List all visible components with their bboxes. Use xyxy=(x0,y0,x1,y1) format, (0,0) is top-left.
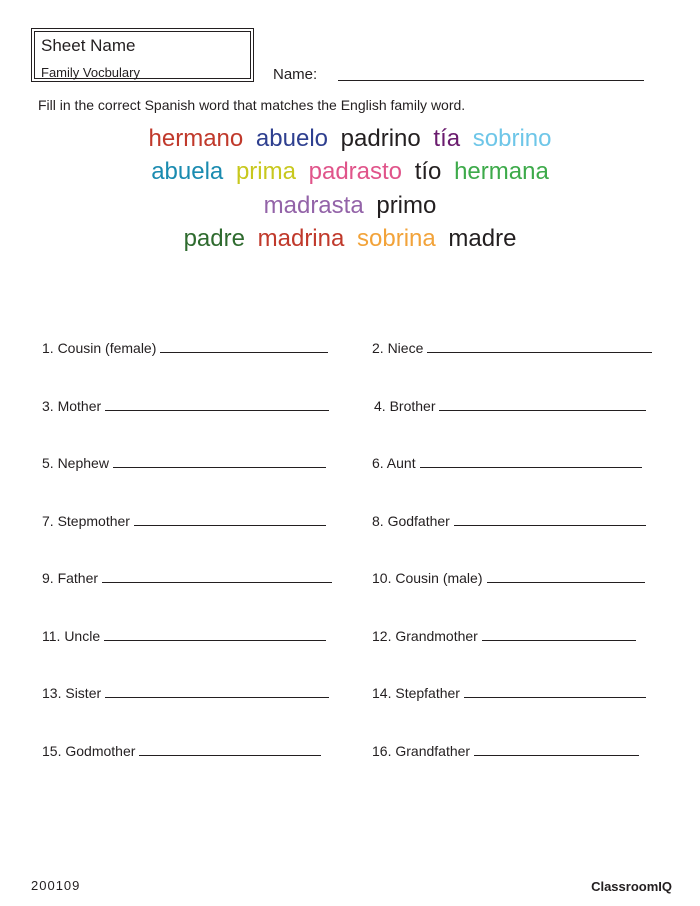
bank-word: sobrina xyxy=(357,225,436,252)
question-item xyxy=(42,455,326,471)
question-label: 6. Aunt xyxy=(372,455,416,471)
bank-word: madre xyxy=(448,225,517,252)
bank-word: primo xyxy=(376,192,437,219)
bank-word: madrasta xyxy=(263,192,364,219)
question-label: 10. Cousin (male) xyxy=(372,570,483,586)
worksheet-code: 200109 xyxy=(31,878,81,893)
question-label: 4. Brother xyxy=(374,398,436,414)
name-label: Name: xyxy=(273,66,318,83)
answer-blank[interactable] xyxy=(134,513,326,526)
answer-blank[interactable] xyxy=(105,685,329,698)
question-item xyxy=(372,513,646,529)
question-item xyxy=(372,570,645,586)
sheet-name-box xyxy=(31,28,254,82)
question-label: 2. Niece xyxy=(372,340,424,356)
bank-word: abuela xyxy=(151,158,224,185)
question-item xyxy=(42,570,332,586)
question-label: 13. Sister xyxy=(42,685,102,701)
bank-word: tía xyxy=(433,125,461,152)
question-label: 16. Grandfather xyxy=(372,743,471,759)
sheet-subtitle: Family Vocbulary xyxy=(41,65,140,80)
bank-word: tío xyxy=(414,158,442,185)
question-item xyxy=(42,743,321,759)
bank-word: madrina xyxy=(257,225,345,252)
question-label: 1. Cousin (female) xyxy=(42,340,157,356)
bank-word: sobrino xyxy=(472,125,552,152)
question-label: 9. Father xyxy=(42,570,99,586)
answer-blank[interactable] xyxy=(482,628,636,641)
answer-blank[interactable] xyxy=(105,398,329,411)
instructions: Fill in the correct Spanish word that matches the English family word. xyxy=(38,97,466,113)
question-label: 3. Mother xyxy=(42,398,102,414)
question-item xyxy=(42,628,326,644)
bank-word: padrasto xyxy=(308,158,403,185)
answer-blank[interactable] xyxy=(474,743,639,756)
word-bank-row-3 xyxy=(0,194,700,218)
answer-blank[interactable] xyxy=(427,340,652,353)
question-item xyxy=(42,340,328,356)
answer-blank[interactable] xyxy=(439,398,646,411)
answer-blank[interactable] xyxy=(454,513,646,526)
answer-blank[interactable] xyxy=(139,743,321,756)
answer-blank[interactable] xyxy=(160,340,328,353)
question-item xyxy=(372,628,636,644)
question-item xyxy=(372,685,646,701)
question-item xyxy=(42,513,326,529)
name-field[interactable] xyxy=(338,80,644,81)
question-label: 7. Stepmother xyxy=(42,513,130,529)
word-bank-row-2 xyxy=(0,160,700,184)
bank-word: padre xyxy=(183,225,245,252)
question-label: 14. Stepfather xyxy=(372,685,460,701)
question-item xyxy=(372,340,652,356)
question-label: 11. Uncle xyxy=(42,628,101,644)
question-item xyxy=(372,455,642,471)
brand-name: ClassroomIQ xyxy=(591,879,672,894)
question-item xyxy=(42,398,329,414)
question-label: 8. Godfather xyxy=(372,513,450,529)
answer-blank[interactable] xyxy=(420,455,642,468)
sheet-title: Sheet Name xyxy=(41,36,136,55)
bank-word: hermana xyxy=(454,158,549,185)
bank-word: prima xyxy=(235,158,296,185)
question-label: 5. Nephew xyxy=(42,455,109,471)
bank-word: abuelo xyxy=(255,125,328,152)
bank-word: hermano xyxy=(148,125,244,152)
answer-blank[interactable] xyxy=(464,685,646,698)
question-item xyxy=(42,685,329,701)
answer-blank[interactable] xyxy=(113,455,326,468)
answer-blank[interactable] xyxy=(104,628,326,641)
question-item xyxy=(374,398,646,414)
word-bank-row-4 xyxy=(0,227,700,251)
question-item xyxy=(372,743,639,759)
question-label: 15. Godmother xyxy=(42,743,136,759)
bank-word: padrino xyxy=(340,125,421,152)
answer-blank[interactable] xyxy=(102,570,332,583)
word-bank-row-1 xyxy=(0,127,700,151)
question-label: 12. Grandmother xyxy=(372,628,478,644)
sheet-name-box-inner xyxy=(34,31,251,79)
answer-blank[interactable] xyxy=(487,570,645,583)
